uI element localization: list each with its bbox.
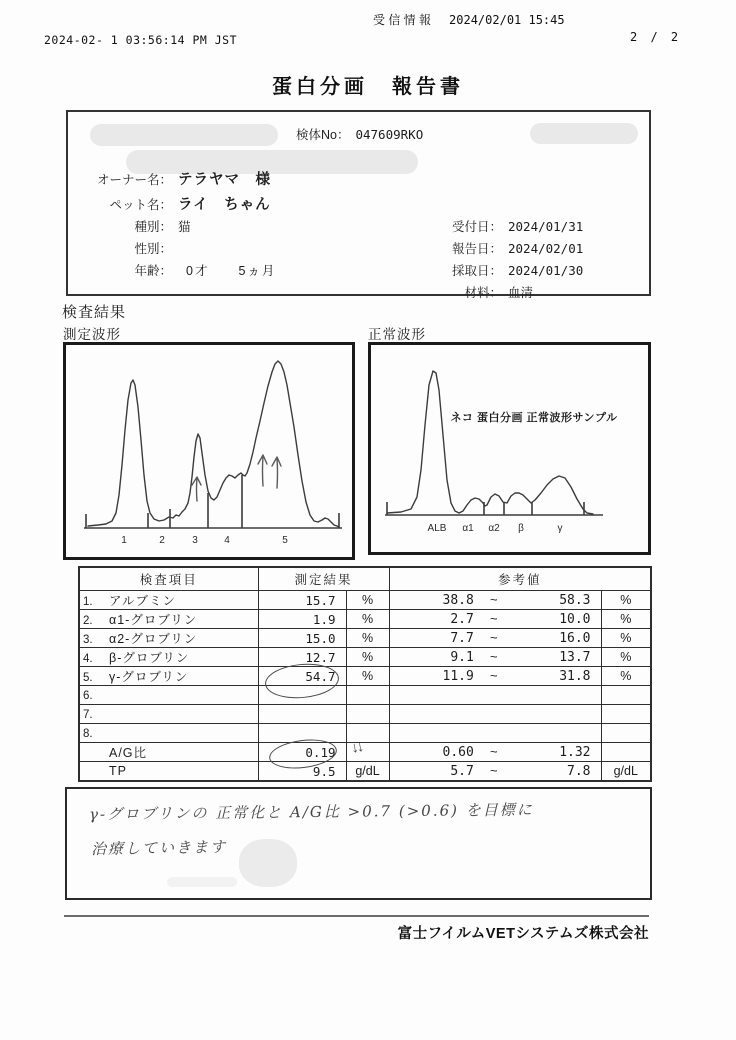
ref-high: 1.32 — [559, 745, 591, 760]
specimen-no-label: 検体No： — [296, 128, 350, 142]
x-tick-label: ALB — [427, 523, 447, 534]
x-tick-label: β — [518, 523, 524, 534]
ref-tilde: ~ — [490, 649, 498, 664]
fax-page-indicator: 2 / 2 — [630, 30, 682, 44]
row-value: 15.7 — [258, 591, 346, 610]
ref-tilde: ~ — [490, 592, 498, 607]
row-value: 54.7 — [305, 668, 336, 684]
row-item: β-グロブリン — [109, 651, 190, 665]
row-no: 2. — [83, 615, 93, 627]
owner-label: オーナー名： — [96, 173, 172, 187]
results-heading: 検査結果 — [62, 304, 127, 321]
ref-unit: g/dL — [601, 762, 651, 782]
results-table — [78, 566, 652, 782]
redaction-blob — [239, 839, 297, 887]
ref-high: 16.0 — [559, 631, 591, 646]
owner-name: テラヤマ 様 — [178, 172, 271, 188]
ref-low: 11.9 — [442, 669, 474, 684]
scan-smudge — [167, 877, 237, 887]
row-no: 8. — [83, 728, 93, 740]
row-no: 3. — [83, 634, 93, 646]
row-unit: g/dL — [346, 762, 389, 782]
normal-chart-title: 正常波形 — [368, 327, 426, 342]
row-value: 9.5 — [258, 762, 346, 782]
report-date-label: 報告日： — [451, 242, 502, 256]
redaction-blob — [530, 123, 638, 144]
ref-unit — [601, 743, 651, 762]
collection-date-label: 採取日： — [451, 264, 502, 278]
row-value — [258, 705, 346, 724]
specimen-no-row — [296, 125, 423, 143]
row-value: 12.7 — [258, 648, 346, 667]
row-value — [258, 686, 346, 705]
owner-row — [94, 168, 271, 189]
measured-waveform-svg — [66, 345, 352, 557]
report-date-value: 2024/02/01 — [508, 241, 584, 256]
measured-chart-title: 測定波形 — [63, 327, 121, 342]
row-item: TP — [109, 764, 127, 778]
specimen-no-value: 047609RKO — [355, 127, 424, 142]
ref-unit: % — [601, 648, 651, 667]
row-item: アルブミン — [109, 594, 177, 608]
row-unit: % — [346, 591, 389, 610]
ref-unit — [601, 686, 651, 705]
row-unit: % — [346, 667, 389, 686]
x-tick-label: 3 — [192, 535, 198, 546]
row-no: 5. — [83, 672, 93, 684]
reception-date-value: 2024/01/31 — [508, 219, 584, 234]
row-unit — [346, 686, 389, 705]
ref-low: 5.7 — [450, 764, 474, 779]
material-row — [440, 283, 533, 301]
header-item: 検査項目 — [79, 567, 258, 591]
ref-low: 38.8 — [442, 593, 474, 608]
ref-high: 7.8 — [567, 764, 591, 779]
x-tick-label: 1 — [121, 535, 127, 546]
table-row — [79, 705, 651, 724]
row-unit: % — [346, 610, 389, 629]
double-up-arrow-annotation — [258, 455, 281, 488]
row-item: α2-グロブリン — [109, 632, 198, 646]
header-reference: 参考値 — [389, 567, 651, 591]
reception-date-row — [440, 217, 583, 235]
patient-info-box — [66, 110, 651, 300]
fax-received-info — [373, 11, 565, 28]
table-row — [79, 629, 651, 648]
ref-tilde: ~ — [490, 744, 498, 759]
collection-date-value: 2024/01/30 — [508, 263, 584, 278]
ref-unit — [601, 705, 651, 724]
table-row — [79, 667, 651, 686]
row-unit: % — [346, 648, 389, 667]
age-label: 年齢： — [134, 264, 172, 278]
x-tick-label: 4 — [224, 535, 230, 546]
row-value — [258, 724, 346, 743]
age-value: 0才 5ヵ月 — [186, 264, 277, 278]
ref-unit: % — [601, 667, 651, 686]
species-label: 種別： — [134, 220, 172, 234]
sex-label: 性別： — [134, 242, 172, 256]
footer-divider — [64, 915, 649, 917]
row-no: 1. — [83, 596, 93, 608]
table-row — [79, 686, 651, 705]
table-row-tp — [79, 762, 651, 782]
table-header-row — [79, 567, 651, 591]
x-tick-label: α1 — [462, 523, 474, 534]
collection-date-row — [440, 261, 583, 279]
sex-row — [128, 239, 178, 257]
table-row — [79, 724, 651, 743]
fax-received-datetime: 2024/02/01 15:45 — [449, 13, 565, 27]
species-value: 猫 — [178, 220, 191, 234]
ref-high: 10.0 — [559, 612, 591, 627]
row-unit: % — [346, 629, 389, 648]
normal-sample-annotation: ネコ 蛋白分画 正常波形サンプル — [450, 412, 618, 424]
x-tick-label: γ — [557, 523, 563, 534]
row-no: 7. — [83, 709, 93, 721]
age-row — [128, 261, 276, 279]
normal-waveform-svg — [371, 345, 648, 552]
fax-scan-timestamp: 2024-02- 1 03:56:14 PM JST — [44, 33, 238, 47]
ref-high: 13.7 — [559, 650, 591, 665]
ref-low: 0.60 — [442, 745, 474, 760]
row-value: 1.9 — [258, 610, 346, 629]
ref-tilde: ~ — [490, 763, 498, 778]
row-unit — [346, 705, 389, 724]
ref-unit — [601, 724, 651, 743]
company-name: 富士フイルムVETシステムズ株式会社 — [397, 926, 649, 942]
table-row — [79, 591, 651, 610]
table-row-ag-ratio — [79, 743, 651, 762]
table-row — [79, 610, 651, 629]
up-arrow-annotation — [192, 477, 201, 501]
row-item: α1-グロブリン — [109, 613, 198, 627]
fax-received-label: 受 信 情 報 — [373, 13, 432, 27]
redaction-blob — [90, 124, 278, 146]
handwritten-note-line1: γ-グロブリンの 正常化と A/G比 >0.7 (>0.6) を目標に — [88, 800, 534, 824]
x-tick-label: 2 — [159, 535, 165, 546]
pet-row — [94, 193, 271, 214]
material-value: 血清 — [508, 286, 534, 300]
ref-tilde: ~ — [490, 668, 498, 683]
electrophoresis-trace — [88, 361, 339, 527]
ref-low: 9.1 — [450, 650, 474, 665]
reception-date-label: 受付日： — [451, 220, 502, 234]
row-no: 4. — [83, 653, 93, 665]
ref-tilde: ~ — [490, 630, 498, 645]
ref-high: 58.3 — [559, 593, 591, 608]
electrophoresis-trace — [387, 371, 593, 514]
ref-unit: % — [601, 629, 651, 648]
row-item: γ-グロブリン — [109, 670, 189, 684]
comment-box — [65, 787, 652, 900]
x-tick-label: α2 — [488, 523, 500, 534]
row-value: 15.0 — [258, 629, 346, 648]
handwritten-note-line2: 治療していきます — [90, 837, 228, 859]
pet-label: ペット名： — [109, 198, 172, 212]
page-title: 蛋白分画 報告書 — [272, 76, 464, 98]
normal-waveform-chart — [368, 342, 651, 555]
row-value: 0.19 — [305, 744, 336, 760]
ref-tilde: ~ — [490, 611, 498, 626]
pet-name: ライ ちゃん — [178, 197, 271, 213]
ref-low: 7.7 — [450, 631, 474, 646]
species-row — [128, 217, 191, 235]
hand-down-arrows-annotation: ↓↓ — [349, 738, 363, 757]
ref-high: 31.8 — [559, 669, 591, 684]
ref-low: 2.7 — [450, 612, 474, 627]
row-item: A/G比 — [109, 746, 148, 760]
header-result: 測定結果 — [258, 567, 389, 591]
measured-waveform-chart — [63, 342, 355, 560]
report-date-row — [440, 239, 583, 257]
material-label: 材料： — [464, 286, 502, 300]
ref-unit: % — [601, 591, 651, 610]
row-no: 6. — [83, 690, 93, 702]
table-row — [79, 648, 651, 667]
x-tick-label: 5 — [282, 535, 288, 546]
ref-unit: % — [601, 610, 651, 629]
